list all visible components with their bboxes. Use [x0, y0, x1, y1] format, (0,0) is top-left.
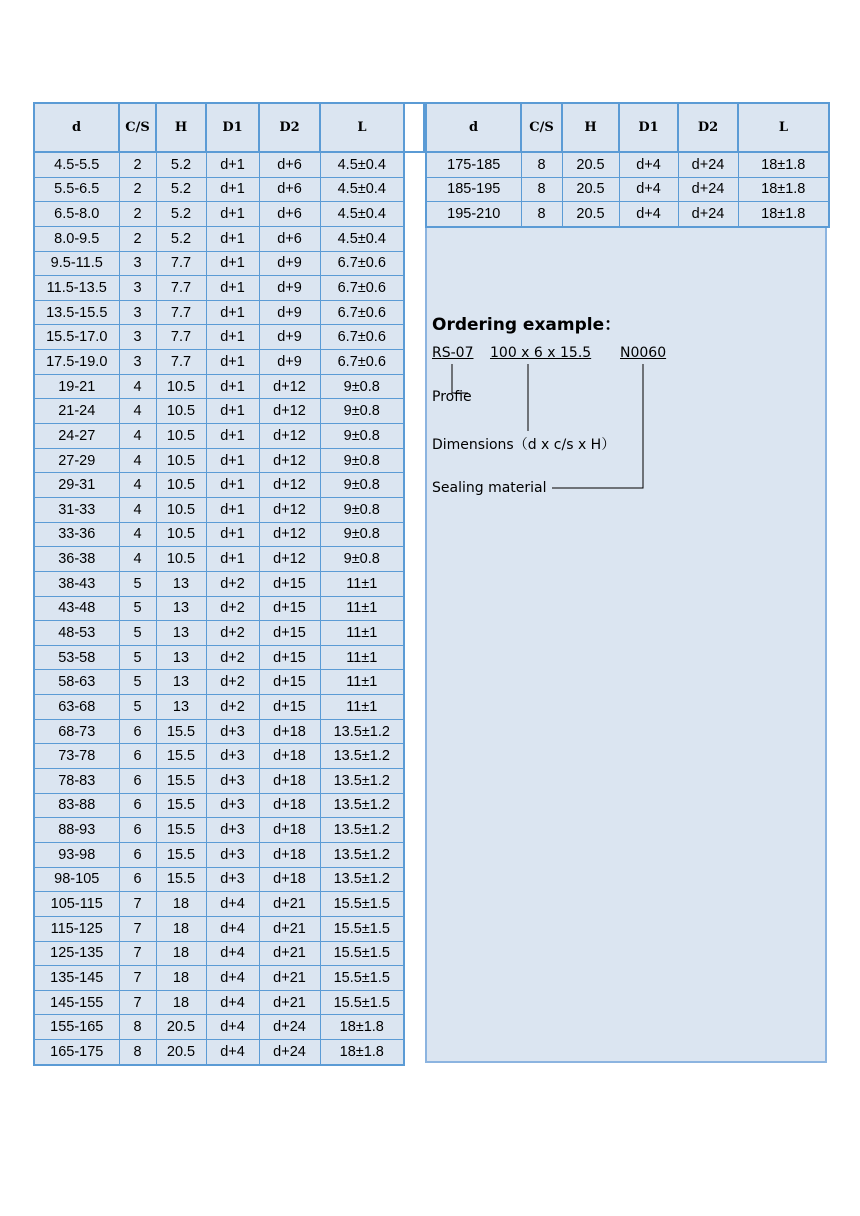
cell-d: 105-115: [34, 892, 119, 917]
cell-d1: d+4: [619, 152, 678, 177]
cell-cs: 2: [119, 202, 156, 227]
code-profile: RS-07: [432, 345, 474, 361]
cell-l: 9±0.8: [320, 424, 404, 449]
cell-d: 31-33: [34, 497, 119, 522]
cell-cs: 8: [119, 1040, 156, 1065]
cell-l: 13.5±1.2: [320, 842, 404, 867]
cell-d: 155-165: [34, 1015, 119, 1040]
cell-l: 9±0.8: [320, 547, 404, 572]
cell-l: 9±0.8: [320, 473, 404, 498]
cell-d2: d+15: [259, 621, 320, 646]
cell-d2: d+15: [259, 596, 320, 621]
cell-d2: d+18: [259, 769, 320, 794]
cell-d2: d+24: [678, 202, 738, 227]
cell-d: 43-48: [34, 596, 119, 621]
cell-cs: 8: [521, 177, 562, 202]
cell-l: 18±1.8: [738, 177, 829, 202]
cell-h: 10.5: [156, 399, 206, 424]
cell-l: 4.5±0.4: [320, 177, 404, 202]
cell-l: 13.5±1.2: [320, 719, 404, 744]
code-dimensions: 100 x 6 x 15.5: [490, 345, 592, 361]
cell-cs: 8: [521, 202, 562, 227]
cell-h: 10.5: [156, 522, 206, 547]
cell-h: 20.5: [156, 1015, 206, 1040]
cell-l: 11±1: [320, 670, 404, 695]
cell-d: 36-38: [34, 547, 119, 572]
cell-d2: d+18: [259, 744, 320, 769]
cell-cs: 7: [119, 916, 156, 941]
cell-d2: d+18: [259, 818, 320, 843]
cell-d1: d+3: [206, 719, 259, 744]
cell-d: 5.5-6.5: [34, 177, 119, 202]
cell-cs: 6: [119, 793, 156, 818]
cell-h: 13: [156, 645, 206, 670]
cell-h: 20.5: [562, 152, 619, 177]
cell-l: 18±1.8: [738, 152, 829, 177]
cell-h: 10.5: [156, 473, 206, 498]
cell-d1: d+2: [206, 695, 259, 720]
cell-d2: d+18: [259, 793, 320, 818]
cell-h: 15.5: [156, 793, 206, 818]
cell-d: 4.5-5.5: [34, 152, 119, 177]
cell-l: 11±1: [320, 621, 404, 646]
cell-d1: d+2: [206, 596, 259, 621]
cell-d1: d+3: [206, 769, 259, 794]
header-cs: C/S: [119, 103, 156, 152]
cell-h: 5.2: [156, 152, 206, 177]
callout-line-profile: [452, 364, 468, 393]
cell-d: 68-73: [34, 719, 119, 744]
cell-cs: 6: [119, 842, 156, 867]
cell-d2: d+6: [259, 177, 320, 202]
cell-d2: d+9: [259, 325, 320, 350]
cell-d: 53-58: [34, 645, 119, 670]
cell-l: 15.5±1.5: [320, 966, 404, 991]
cell-cs: 5: [119, 621, 156, 646]
cell-h: 13: [156, 571, 206, 596]
cell-d2: d+18: [259, 842, 320, 867]
cell-cs: 3: [119, 350, 156, 375]
cell-cs: 8: [119, 1015, 156, 1040]
cell-d2: d+12: [259, 473, 320, 498]
cell-d: 19-21: [34, 374, 119, 399]
cell-d: 13.5-15.5: [34, 300, 119, 325]
cell-h: 5.2: [156, 226, 206, 251]
cell-d1: d+1: [206, 497, 259, 522]
cell-l: 18±1.8: [320, 1040, 404, 1065]
cell-d: 175-185: [426, 152, 521, 177]
cell-d2: d+12: [259, 497, 320, 522]
header-h: H: [562, 103, 619, 152]
header-d2: D2: [259, 103, 320, 152]
cell-l: 6.7±0.6: [320, 350, 404, 375]
cell-d2: d+6: [259, 226, 320, 251]
cell-d1: d+4: [206, 966, 259, 991]
header-l: L: [738, 103, 829, 152]
cell-d2: d+24: [678, 177, 738, 202]
cell-cs: 6: [119, 744, 156, 769]
cell-d1: d+2: [206, 645, 259, 670]
cell-d2: d+9: [259, 300, 320, 325]
cell-h: 7.7: [156, 251, 206, 276]
cell-d2: d+12: [259, 522, 320, 547]
cell-l: 6.7±0.6: [320, 276, 404, 301]
cell-d2: d+21: [259, 966, 320, 991]
cell-l: 13.5±1.2: [320, 769, 404, 794]
cell-d1: d+1: [206, 399, 259, 424]
cell-d: 98-105: [34, 867, 119, 892]
cell-d: 185-195: [426, 177, 521, 202]
cell-d1: d+1: [206, 374, 259, 399]
cell-d: 8.0-9.5: [34, 226, 119, 251]
cell-d1: d+1: [206, 350, 259, 375]
cell-h: 15.5: [156, 867, 206, 892]
cell-d: 17.5-19.0: [34, 350, 119, 375]
cell-d: 21-24: [34, 399, 119, 424]
cell-cs: 5: [119, 596, 156, 621]
cell-l: 6.7±0.6: [320, 300, 404, 325]
cell-d: 48-53: [34, 621, 119, 646]
cell-d: 125-135: [34, 941, 119, 966]
cell-d: 9.5-11.5: [34, 251, 119, 276]
cell-cs: 3: [119, 276, 156, 301]
cell-d1: d+4: [619, 202, 678, 227]
cell-l: 11±1: [320, 645, 404, 670]
cell-d: 73-78: [34, 744, 119, 769]
cell-d2: d+21: [259, 916, 320, 941]
cell-d2: d+21: [259, 892, 320, 917]
label-profile: Profie: [432, 389, 472, 405]
cell-d: 38-43: [34, 571, 119, 596]
cell-l: 18±1.8: [320, 1015, 404, 1040]
cell-h: 20.5: [156, 1040, 206, 1065]
cell-l: 9±0.8: [320, 399, 404, 424]
cell-h: 5.2: [156, 177, 206, 202]
cell-l: 15.5±1.5: [320, 916, 404, 941]
cell-d2: d+21: [259, 990, 320, 1015]
cell-d2: d+9: [259, 251, 320, 276]
cell-cs: 4: [119, 522, 156, 547]
cell-h: 18: [156, 916, 206, 941]
cell-h: 7.7: [156, 325, 206, 350]
cell-d1: d+1: [206, 177, 259, 202]
cell-d1: d+3: [206, 744, 259, 769]
cell-h: 13: [156, 695, 206, 720]
callout-line-material: [552, 364, 643, 488]
cell-cs: 5: [119, 645, 156, 670]
cell-d2: d+9: [259, 276, 320, 301]
header-d: d: [34, 103, 119, 152]
cell-l: 13.5±1.2: [320, 867, 404, 892]
cell-l: 4.5±0.4: [320, 226, 404, 251]
cell-l: 11±1: [320, 596, 404, 621]
cell-h: 10.5: [156, 547, 206, 572]
cell-d: 15.5-17.0: [34, 325, 119, 350]
cell-d1: d+2: [206, 621, 259, 646]
cell-d2: d+12: [259, 424, 320, 449]
cell-cs: 4: [119, 448, 156, 473]
cell-d: 83-88: [34, 793, 119, 818]
code-material: N0060: [620, 345, 667, 361]
cell-d2: d+6: [259, 152, 320, 177]
cell-l: 13.5±1.2: [320, 818, 404, 843]
cell-h: 5.2: [156, 202, 206, 227]
cell-d1: d+1: [206, 300, 259, 325]
cell-h: 15.5: [156, 818, 206, 843]
cell-l: 11±1: [320, 571, 404, 596]
cell-d1: d+4: [206, 916, 259, 941]
label-material: Sealing material: [432, 480, 547, 496]
cell-cs: 3: [119, 325, 156, 350]
cell-cs: 4: [119, 497, 156, 522]
cell-h: 13: [156, 621, 206, 646]
cell-l: 15.5±1.5: [320, 892, 404, 917]
cell-cs: 5: [119, 695, 156, 720]
cell-h: 10.5: [156, 448, 206, 473]
cell-cs: 4: [119, 374, 156, 399]
cell-d1: d+4: [206, 1015, 259, 1040]
cell-d: 93-98: [34, 842, 119, 867]
cell-cs: 3: [119, 300, 156, 325]
cell-d2: d+12: [259, 547, 320, 572]
cell-d2: d+15: [259, 571, 320, 596]
cell-d: 135-145: [34, 966, 119, 991]
cell-d: 11.5-13.5: [34, 276, 119, 301]
cell-l: 9±0.8: [320, 497, 404, 522]
cell-h: 18: [156, 990, 206, 1015]
cell-d1: d+4: [206, 1040, 259, 1065]
cell-l: 15.5±1.5: [320, 941, 404, 966]
cell-l: 18±1.8: [738, 202, 829, 227]
cell-d: 27-29: [34, 448, 119, 473]
cell-cs: 2: [119, 226, 156, 251]
cell-d: 33-36: [34, 522, 119, 547]
cell-d2: d+24: [678, 152, 738, 177]
cell-d1: d+1: [206, 226, 259, 251]
cell-h: 7.7: [156, 276, 206, 301]
cell-d: 88-93: [34, 818, 119, 843]
cell-cs: 7: [119, 990, 156, 1015]
cell-d1: d+1: [206, 276, 259, 301]
cell-d2: d+21: [259, 941, 320, 966]
cell-cs: 5: [119, 571, 156, 596]
header-h: H: [156, 103, 206, 152]
cell-h: 13: [156, 596, 206, 621]
cell-l: 11±1: [320, 695, 404, 720]
cell-d: 165-175: [34, 1040, 119, 1065]
cell-d1: d+4: [619, 177, 678, 202]
cell-d1: d+1: [206, 547, 259, 572]
cell-cs: 2: [119, 152, 156, 177]
cell-l: 9±0.8: [320, 522, 404, 547]
cell-d1: d+3: [206, 867, 259, 892]
cell-d2: d+15: [259, 670, 320, 695]
cell-l: 4.5±0.4: [320, 202, 404, 227]
cell-h: 7.7: [156, 350, 206, 375]
ordering-title: Ordering example：: [432, 315, 622, 335]
cell-l: 9±0.8: [320, 374, 404, 399]
cell-h: 18: [156, 941, 206, 966]
cell-d2: d+12: [259, 448, 320, 473]
cell-d: 63-68: [34, 695, 119, 720]
cell-d2: d+18: [259, 867, 320, 892]
cell-d1: d+2: [206, 670, 259, 695]
header-d1: D1: [619, 103, 678, 152]
cell-l: 6.7±0.6: [320, 325, 404, 350]
cell-l: 9±0.8: [320, 448, 404, 473]
cell-cs: 5: [119, 670, 156, 695]
cell-cs: 2: [119, 177, 156, 202]
label-dimensions: Dimensions（d x c/s x H）: [432, 437, 616, 453]
cell-d1: d+1: [206, 202, 259, 227]
cell-h: 7.7: [156, 300, 206, 325]
cell-cs: 6: [119, 769, 156, 794]
cell-d1: d+4: [206, 892, 259, 917]
cell-h: 10.5: [156, 424, 206, 449]
cell-d2: d+9: [259, 350, 320, 375]
cell-cs: 4: [119, 473, 156, 498]
cell-h: 10.5: [156, 497, 206, 522]
cell-h: 18: [156, 966, 206, 991]
cell-d2: d+18: [259, 719, 320, 744]
cell-d1: d+2: [206, 571, 259, 596]
cell-d1: d+1: [206, 152, 259, 177]
cell-h: 15.5: [156, 842, 206, 867]
cell-l: 13.5±1.2: [320, 793, 404, 818]
cell-d1: d+1: [206, 424, 259, 449]
cell-h: 10.5: [156, 374, 206, 399]
cell-cs: 6: [119, 719, 156, 744]
cell-l: 15.5±1.5: [320, 990, 404, 1015]
cell-d2: d+6: [259, 202, 320, 227]
header-d2: D2: [678, 103, 738, 152]
cell-cs: 4: [119, 424, 156, 449]
cell-d2: d+12: [259, 374, 320, 399]
cell-d2: d+12: [259, 399, 320, 424]
cell-d1: d+1: [206, 522, 259, 547]
cell-cs: 6: [119, 867, 156, 892]
cell-d2: d+24: [259, 1040, 320, 1065]
cell-h: 18: [156, 892, 206, 917]
cell-d1: d+1: [206, 325, 259, 350]
cell-h: 15.5: [156, 769, 206, 794]
cell-h: 20.5: [562, 202, 619, 227]
cell-d1: d+3: [206, 818, 259, 843]
cell-cs: 4: [119, 399, 156, 424]
cell-cs: 7: [119, 966, 156, 991]
cell-cs: 4: [119, 547, 156, 572]
cell-cs: 3: [119, 251, 156, 276]
cell-h: 20.5: [562, 177, 619, 202]
cell-d: 195-210: [426, 202, 521, 227]
cell-l: 13.5±1.2: [320, 744, 404, 769]
cell-l: 4.5±0.4: [320, 152, 404, 177]
header-l: L: [320, 103, 404, 152]
cell-d2: d+15: [259, 645, 320, 670]
cell-d: 115-125: [34, 916, 119, 941]
cell-cs: 7: [119, 941, 156, 966]
cell-d: 6.5-8.0: [34, 202, 119, 227]
cell-d1: d+1: [206, 473, 259, 498]
cell-cs: 6: [119, 818, 156, 843]
cell-d: 29-31: [34, 473, 119, 498]
cell-d1: d+4: [206, 941, 259, 966]
cell-d2: d+15: [259, 695, 320, 720]
cell-l: 6.7±0.6: [320, 251, 404, 276]
cell-d1: d+4: [206, 990, 259, 1015]
cell-d: 58-63: [34, 670, 119, 695]
cell-d: 145-155: [34, 990, 119, 1015]
header-d1: D1: [206, 103, 259, 152]
cell-h: 15.5: [156, 719, 206, 744]
cell-d: 24-27: [34, 424, 119, 449]
cell-d2: d+24: [259, 1015, 320, 1040]
cell-d1: d+3: [206, 793, 259, 818]
cell-d1: d+3: [206, 842, 259, 867]
header-d: d: [426, 103, 521, 152]
cell-d1: d+1: [206, 448, 259, 473]
cell-cs: 8: [521, 152, 562, 177]
cell-h: 15.5: [156, 744, 206, 769]
header-cs: C/S: [521, 103, 562, 152]
cell-cs: 7: [119, 892, 156, 917]
cell-d1: d+1: [206, 251, 259, 276]
cell-h: 13: [156, 670, 206, 695]
cell-d: 78-83: [34, 769, 119, 794]
